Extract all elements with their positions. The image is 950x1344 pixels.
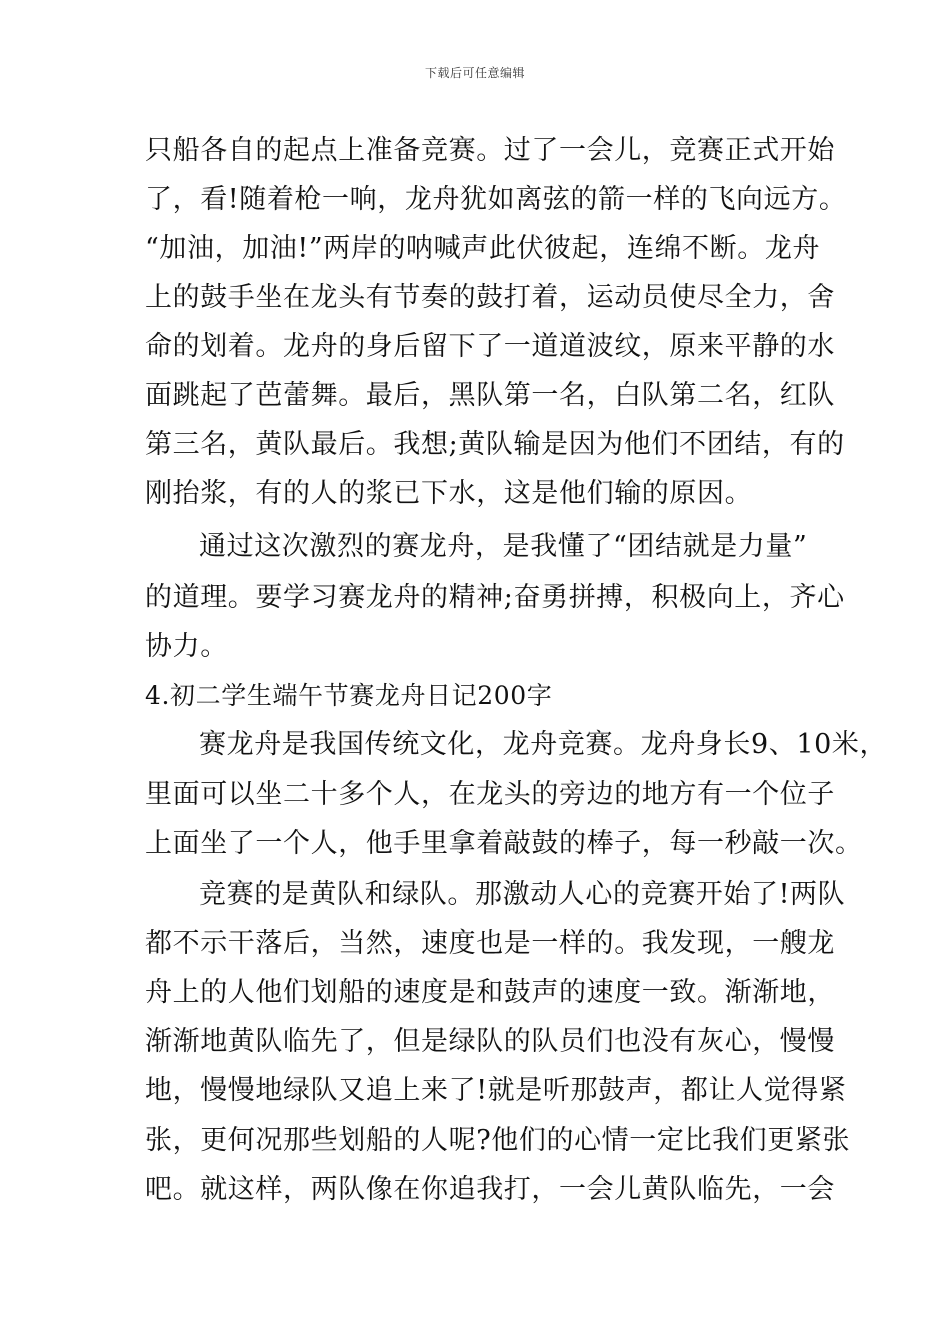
text-line: 通过这次激烈的赛龙舟，是我懂了“团结就是力量” xyxy=(199,531,808,562)
text-line: 赛龙舟是我国传统文化，龙舟竞赛。龙舟身长9、10米， xyxy=(199,729,888,760)
text-line: 竞赛的是黄队和绿队。那激动人心的竞赛开始了!两队 xyxy=(199,879,846,910)
text-line: 吧。就这样，两队像在你追我打，一会儿黄队临先，一会 xyxy=(145,1174,835,1205)
text-line: 都不示干落后，当然，速度也是一样的。我发现，一艘龙 xyxy=(145,928,835,959)
text-line: 上面坐了一个人，他手里拿着敲鼓的棒子，每一秒敲一次。 xyxy=(145,828,863,859)
text-line: 第三名，黄队最后。我想;黄队输是因为他们不团结，有的 xyxy=(145,429,845,460)
text-line: 了，看!随着枪一响，龙舟犹如离弦的箭一样的飞向远方。 xyxy=(145,184,847,215)
text-line: 命的划着。龙舟的身后留下了一道道波纹，原来平静的水 xyxy=(145,331,835,362)
text-line: 地，慢慢地绿队又追上来了!就是听那鼓声，都让人觉得紧 xyxy=(145,1075,847,1106)
text-line: 张，更何况那些划船的人呢?他们的心情一定比我们更紧张 xyxy=(145,1125,851,1156)
text-line: 里面可以坐二十多个人，在龙头的旁边的地方有一个位子 xyxy=(145,779,835,810)
section-heading: 4.初二学生端午节赛龙舟日记200字 xyxy=(145,681,553,710)
text-line: 只船各自的起点上准备竞赛。过了一会儿，竞赛正式开始 xyxy=(145,135,835,166)
text-line: 协力。 xyxy=(145,631,228,662)
text-line: 渐渐地黄队临先了，但是绿队的队员们也没有灰心，慢慢 xyxy=(145,1026,835,1057)
text-line: 舟上的人他们划船的速度是和鼓声的速度一致。渐渐地， xyxy=(145,977,835,1008)
text-line: “加油，加油!”两岸的呐喊声此伏彼起，连绵不断。龙舟 xyxy=(145,233,821,264)
text-line: 面跳起了芭蕾舞。最后，黑队第一名，白队第二名，红队 xyxy=(145,380,835,411)
text-line: 上的鼓手坐在龙头有节奏的鼓打着，运动员使尽全力，舍 xyxy=(145,282,835,313)
page-header: 下载后可任意编辑 xyxy=(424,66,525,80)
text-line: 的道理。要学习赛龙舟的精神;奋勇拼搏，积极向上，齐心 xyxy=(145,582,845,613)
text-line: 刚抬浆，有的人的浆已下水，这是他们输的原因。 xyxy=(145,478,753,509)
